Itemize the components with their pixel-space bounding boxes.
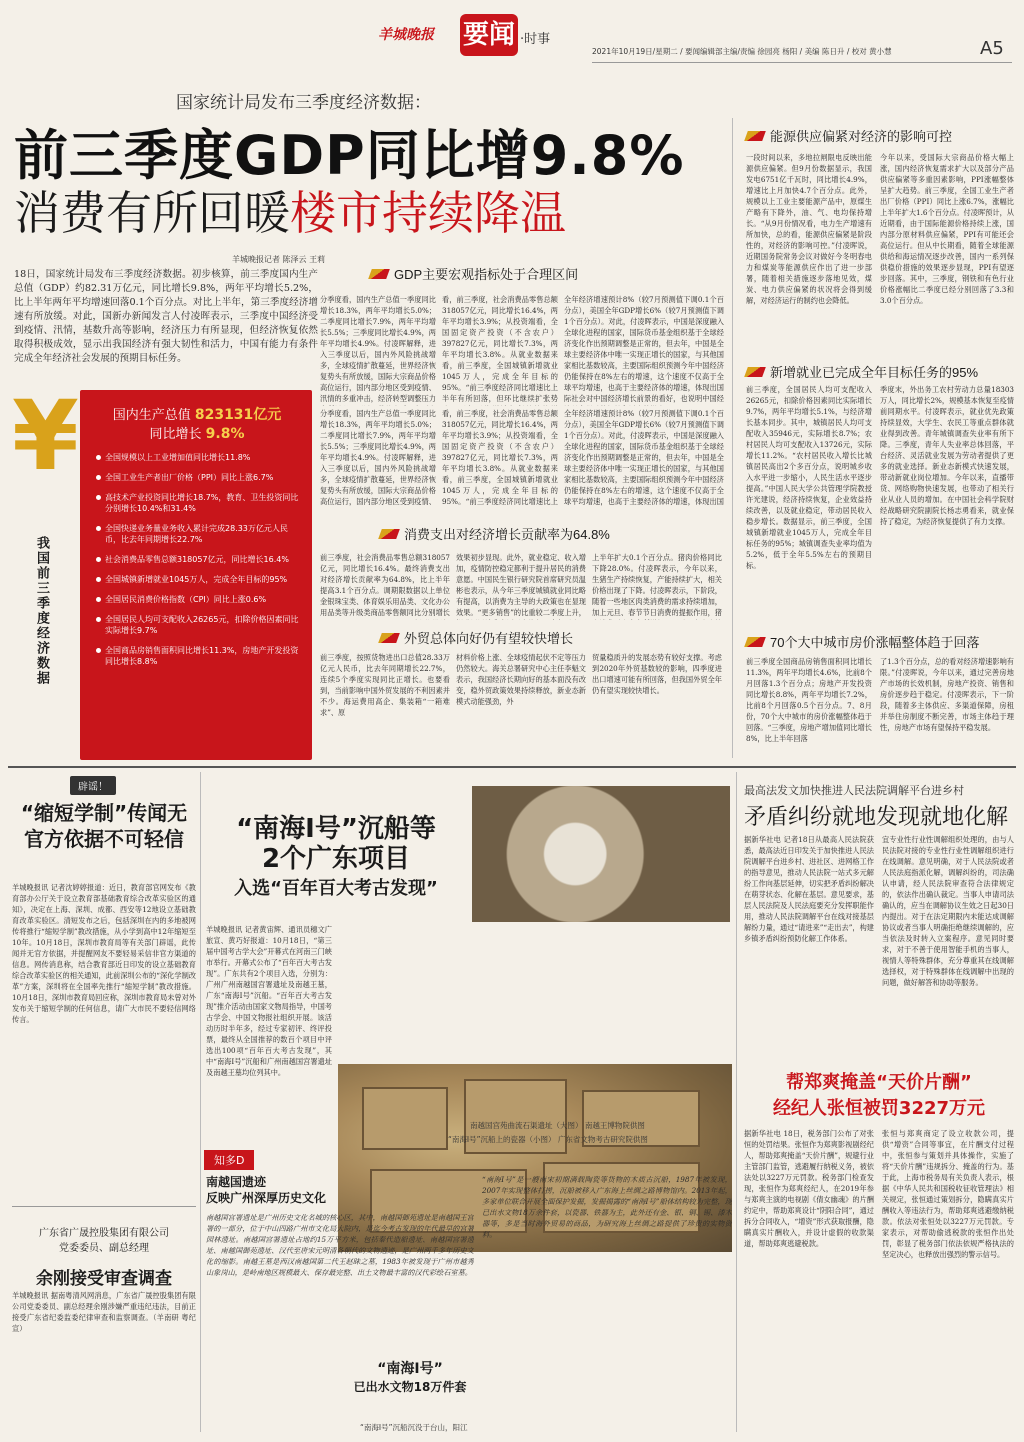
page-meta: 2021年10月19日/星期二 / 要闻编辑部主编/责编 徐园亮 杨阳 / 美编 陈日升 / 校对 黄小慧	[592, 47, 892, 56]
section-marker-icon	[744, 131, 766, 141]
tax-col-1: 据新华社电 18日，税务部门公布了对张恒的处罚结果。张恒作为郑爽影视剧经纪人，帮助郑爽掩盖“天价片酬”，规避行业主管部门监管，逃避履行纳税义务，被依法处以3227万元罚款。税务部门检查发现，张恒作为郑爽经纪人，在2019年参与郑爽主演的电视剧《倩女幽魂》的片酬约定中，帮助郑爽设计“阴阳合同”，通过拆分合同收入，“增资”形式获取报酬，隐瞒真实片酬收入，并设计虚假的收款渠道，帮助郑爽逃避税款。	[744, 1129, 874, 1248]
section-title-consumption: 消费支出对经济增长贡献率为64.8%	[380, 524, 610, 543]
stat-item: 全国居民消费价格指数（CPI）同比上涨0.6%	[96, 594, 302, 605]
energy-col-2: 今年以来，受国际大宗商品价格大幅上涨，国内经济恢复需求扩大以及部分产品供应偏紧等多重因素影响，PPI涨幅整体呈扩大趋势。前三季度，全国工业生产者出厂价格（PPI）同比上涨6.7%，涨幅比上半年扩大1.6个百分点。付凌晖预计，从近期看，由于国际能源价格持续上涨，国内部分原材料供应偏紧，PPI有可能还会高位运行。但从中长期看，随着全球能源供给和海运情况逐步改善，国内一系列保供稳价措施的效果逐步显现，PPI有望逐步回落。其中，三季度，钢铁和有色行业价格涨幅比二季度已经分别回落了3.3和3.0个百分点。	[880, 153, 1014, 305]
section-divider	[8, 766, 1016, 768]
lead-subheadline	[14, 186, 566, 240]
gdp-col-1b: 分季度看，国内生产总值一季度同比增长18.3%，两年平均增长5.0%；二季度同比增长7.9%，两年平均增长5.5%；三季度同比增长4.9%，两年平均增长4.9%。付凌晖解释，进入三季度以后，国内外风险挑战增多，全球疫情扩散蔓延，世界经济恢复势头有所放缓，国际大宗商品价格高位运行，国内部分地区受到疫情、	[320, 409, 436, 506]
vertical-divider	[732, 118, 733, 758]
consumption-col-3: 上半年扩大0.1个百分点。猪肉价格同比下降28.0%。付凌晖表示，今年以来，生猪生产持续恢复，产能持续扩大，相关价格出现了下降。付凌晖表示，下阶段，随着一些地区肉类消费的需求持续增加，加上元旦、春节节日消费的提振作用，猪	[592, 553, 722, 617]
infographic-side-title: 我国前三季度经济数据	[34, 536, 49, 686]
gdp-col-2: 看，前三季度，社会消费品零售总额318057亿元，同比增长16.4%，两年平均增长3.9%；从投资端看，全国固定资产投资（不含农户）397827亿元，同比增长7.3%，两年平均增长3.8%。从就业数据来看，前三季度，全国城镇新增就业1045万人，完成全年目标的95%。“前三季度经济同比增速比上半年有所回落，但环比继续扩张势	[442, 295, 558, 403]
section-marker-icon	[744, 367, 766, 377]
section-marker-icon	[378, 529, 400, 539]
photo-caption-1: 南越国宫苑曲流石渠遗址（大图） 南越王博物院供图	[470, 1121, 645, 1130]
vertical-divider	[200, 772, 201, 1432]
obit-line-1: 广东省广晟控股集团有限公司	[39, 1228, 169, 1239]
housing-col-1: 前三季度全国商品房销售面积同比增长11.3%，两年平均增长4.6%，比前8个月回落1.3个百分点；房地产开发投资同比增长8.8%，两年平均增长7.2%，比前8个月回落0.5个百分点。7、8月份，70个大中城市的房价涨幅整体趋于回落。“三季度，房地产增加值同比增长8%，比上半年回落	[746, 657, 872, 743]
gdp-headline	[92, 406, 302, 444]
tax-title-2: 经纪人张恒被罚3227万元	[772, 1098, 986, 1119]
obit-org	[12, 1226, 196, 1256]
section-marker-icon	[744, 637, 766, 647]
court-col-1: 据新华社电 记者18日从最高人民法院获悉，最高法近日印发关于加快推进人民法院调解平台进乡村、进社区、进网格工作的指导意见，推动人民法院一站式多元解纷工作向基层延伸，切实把矛盾纠纷解决在萌芽状态、化解在基层。意见要求，基层人民法院及人民法庭要充分发挥职能作用，推动人民法院调解平台在线对接基层解纷力量，通过“请进来”“走出去”，构建乡镇矛盾纠纷预防化解工作体系。	[744, 835, 874, 943]
sub2-title-line: “南海Ⅰ号”	[377, 1361, 443, 1377]
stat-item: 全国快递业务量业务收入累计完成28.33万亿元人民币，比去年同期增长22.7%	[96, 523, 302, 545]
stat-item: 全国城镇新增就业1045万人，完成全年目标的95%	[96, 574, 302, 585]
housing-col-2: 了1.3个百分点，总的看对经济增速影响有限。”付凌晖说，今年以来，通过完善房地产市场的长效机制，房地产投资、销售和房价逐步趋于稳定。付凌晖表示，下一阶段，随着多主体供应、多渠道保障，房租并举住房制度不断完善，市场主体趋于理性，房地产市场有望保持平稳发展。	[880, 657, 1014, 732]
page-number: A5	[980, 38, 1004, 59]
subheadline-part-b: 楼市持续降温	[290, 186, 566, 240]
section-title-gdp: GDP主要宏观指标处于合理区间	[370, 264, 578, 283]
energy-col-1: 一段时间以来，多地拉闸限电反映出能源供应偏紧。但9月份数据显示，我国发电6751亿千瓦时，同比增长4.9%，增速比上月加快4.7个百分点。此外，规模以上工业主要能源产品中，原煤生产略有下降外，油、气、电均保持增长。“从9月份情况看，电力生产增速有所加快，总的看，能源供应偏紧是阶段性的，对经济的影响可控。”付凌晖说，近期国务院常务会议对做好今冬明春电力和煤炭等能源供应作出了进一步部署，随着相关措施逐步落地见效，煤炭、电力供应偏紧的状况将会得到缓解，对经济运行的制约也会降低。	[746, 153, 872, 305]
consumption-col-1: 前三季度，社会消费品零售总额318057亿元，同比增长16.4%。最终消费支出对经济增长贡献率为64.8%，比上半年提高3.1个百分点。调期限数据以上单位金银珠宝类、体育娱乐用品类、文化办公用品类等升级类商品零售额同比分别增长	[320, 553, 450, 617]
sub1-subtitle: 反映广州深厚历史文化	[206, 1191, 327, 1205]
section-title-housing: 70个大中城市房价涨幅整体趋于回落	[746, 632, 979, 651]
nanhai-title-3: 入选“百年百大考古发现”	[234, 878, 438, 899]
nanhai-title	[206, 814, 466, 904]
yuan-symbol-icon: ¥	[12, 380, 79, 492]
infographic	[12, 380, 312, 766]
gdp-value: 823131亿元	[194, 407, 282, 423]
lead-headline: 前三季度GDP同比增9.8%	[14, 124, 685, 187]
employment-col-1: 前三季度，全国居民人均可支配收入26265元，扣除价格因素同比实际增长9.7%，两年平均增长5.1%，与经济增长基本同步。其中，城镇居民人均可支配收入35946元，实际增长8.7%；农村居民人均可支配收入13726元，实际增长11.2%。“农村居民收入增长比城镇居民高出2个多百分点，说明城乡收入水平进一步缩小，人民生活水平逐步提高。”中国人民大学公共管理学院教授许光建说，经济持续恢复，企业效益持续改善，以及就业稳定，带动居民收入稳步增长。数据显示，前三季度，全国城镇新增就业1045万人，完成全年目标任务的95%；城镇调查失业率均值为5.2%，低于全年5.5%左右的预期目标。	[746, 385, 872, 570]
newspaper-logo: 羊城晚报	[378, 27, 434, 43]
photo-caption-2: “南海Ⅰ号”沉船上的瓷器（小图） 广东省文物考古研究院供图	[448, 1135, 648, 1144]
tax-title-1: 帮郑爽掩盖“天价片酬”	[786, 1072, 972, 1093]
trade-col-2: 材料价格上涨、全球疫情起伏不定等压力仍然较大。海关总署研究中心主任李魁文表示，我国经济长期向好的基本面没有改变，稳外贸政策效果持续释放，新业态新模式动能强劲，外	[456, 653, 586, 706]
gdp-col-3: 全年经济增速预计8%（较7月预测值下调0.1个百分点），美国全年GDP增长6%（较7月预测值下调1个百分点）。对此，付凌晖表示，中国是深度融入全球化进程的国家，国际货币基金组织基于全球经济变化作出预期调整是正常的，但去年，中国是全球主要经济体中唯一实现正增长的国家，与其他国家相比基数较高，主要国际组织预测今年中国经济仍能保持在8%左右的增速，这个速度不仅高于全球平均增速，也高于主要经济体的增速，体现出国际社会对中国经济增长前景的看好，也说明中国经	[564, 295, 724, 403]
stat-item: 高技术产业投资同比增长18.7%，教育、卫生投资同比分别增长10.4%和31.4%	[96, 492, 302, 514]
stat-list	[96, 452, 302, 676]
lead-byline: 羊城晚报记者 陈泽云 王莉	[232, 255, 326, 264]
rumor-body: 羊城晚报讯 记者沈婷婷报道：近日，教育部官网发布《教育部办公厅关于设立教育部基础教育综合改革实验区的通知》，决定在上海、深圳、成都、西安等12地设立基础教育改革实验区。清短发布之后，包括深圳在内的多地被网传将推行“缩短学制”教改措施，从小学到高中12年缩短至10年。10月18日，深圳市教育局等有关部门辟谣，此传闻并无官方依据，并提醒网友不要轻易采信非官方渠道的信息。网传消息称，结合教育部近日印发的设立基础教育综合改革实验区的相关通知，此前深圳公布的“深化学制改革”方案，深圳将在全国率先推行“缩短学制”教改措施。10月18日，深圳市教育局回应称，深圳市教育局未曾对外发布关于缩短学制的任何信息，请广大市民不要轻信网络传言。	[12, 883, 196, 1024]
court-kicker: 最高法发文加快推进人民法院调解平台进乡村	[744, 784, 964, 797]
gdp-col-3b: 全年经济增速预计8%（较7月预测值下调0.1个百分点），美国全年GDP增长6%（较7月预测值下调1个百分点）。对此，付凌晖表示，中国是深度融入全球化进程的国家，国际货币基金组织基于全球经济变化作出预期调整是正常的，但去年，中国是全球主要经济体中唯一实现正增长的国家，与其他国家相比基数较高，主要国际组织预测今年中国经济仍能保持在8%左右的增速，这个速度不仅高于全球平均增速，也高于主要经济体的增速，体现出国	[564, 409, 724, 506]
rumor-title: “缩短学制”传闻无官方依据不可轻信	[20, 801, 188, 851]
vertical-divider	[736, 772, 737, 1432]
obit-body: 羊城晚报讯 据南粤清风网消息，广东省广晟控股集团有限公司党委委员、副总经理余刚涉嫌严重违纪违法，目前正接受广东省纪委监委纪律审查和监察调查。（羊南研 粤纪宣）	[12, 1291, 196, 1333]
shipwreck-caption: “南海Ⅰ号”沉船沉没于台山，阳江	[360, 1423, 468, 1432]
court-col-2: 宜专业性行业性调解组织处理的，由与人民法院对接的专业性行业性调解组织进行在线调解。意见明确，对于人民法院或者人民法庭指派化解，调解纠纷的，司法确认申请，经人民法院审查符合法律规定的，依法作出确认裁定。当事人申请司法确认的，应当在调解协议生效之日起30日内提出。对于在法定期限内未能达成调解协议或者当事人明确拒绝继续调解的，应当依法及时转入立案程序。意见同时要求，对于不善于使用智能手机的当事人，视情人等特殊群体，充分尊重其在线调解选择权，对于特殊群体在线调解中出现的问题，做好解答和协助等服务。	[882, 835, 1014, 987]
lead-kicker: 国家统计局发布三季度经济数据：	[176, 93, 431, 113]
consumption-col-2: 效果初步显现。此外，就业稳定、收入增加，疫情防控稳定都利于提升居民的消费意愿。中国民生银行研究院首席研究员温彬也表示，从今年三季度城镇就业同比略有提高，以消费为主导的大政策也在显现效果。“更多销售”的比重较二季度上升，	[456, 553, 586, 617]
more-tag: 知多D	[204, 1150, 254, 1170]
obit-headline: 余刚接受审查调查	[36, 1269, 172, 1289]
gdp-col-2b: 看，前三季度，社会消费品零售总额318057亿元，同比增长16.4%，两年平均增长3.9%；从投资端看，全国固定资产投资（不含农户）397827亿元，同比增长7.3%，两年平均增长3.8%。从就业数据来看，前三季度，全国城镇新增就业1045万人，完成全年目标的95%。“前三季度经济同比增速比上	[442, 409, 558, 506]
tax-title	[744, 1070, 1014, 1122]
gdp-continued	[320, 408, 724, 508]
sub1-title-line: 南越国遗迹	[206, 1175, 267, 1189]
masthead	[0, 0, 1024, 72]
masthead-rule	[592, 62, 1012, 63]
subheadline-part-a: 消费有所回暖	[14, 186, 290, 240]
section-title-trade: 外贸总体向好仍有望较快增长	[380, 628, 573, 647]
stat-item: 全国商品房销售面积同比增长11.3%，房地产开发投资同比增长8.8%	[96, 645, 302, 667]
nanhai-body: 羊城晚报讯 记者黄宙辉、通讯员穗文广旅宣、黄巧好报道：10月18日，“第三届中国考古学大会”开幕式在河南三门峡市举行。开幕式公布了“百年百大考古发现”。广东共有2个项目入选，分别为：广州广州南越国宫署遗址及南越王墓，广东“南海Ⅰ号”沉船。“百年百大考古发现”推介活动由国家文物局指导，中国考古学会、中国文物报社组织开展。该活动历时半年多，经过专家初评、终评投票，最终从全国推荐的数百个项目中评选出100项“百年百大考古发现”，其中“南海Ⅰ号”沉船和广州南越国宫署遗址及南越王墓均位列其中。	[206, 925, 332, 1077]
court-title: 矛盾纠纷就地发现就地化解	[744, 805, 1009, 830]
sub2-subtitle: 已出水文物18万件套	[353, 1380, 467, 1394]
gdp-label: 国内生产总值	[112, 408, 191, 423]
stat-item: 全国规模以上工业增加值同比增长11.8%	[96, 452, 302, 463]
nanhai-title-1: “南海Ⅰ号”沉船等	[236, 814, 436, 844]
sub1-body: 南越国宫署遗址是广州历史文化名城的核心区，其中，南越国御苑遗址是南越国王宫署的一部分，位于中山四路广州市文化局大院内，是迄今考古发现的年代最早的宫署园林遗址。南越国宫署遗址占地约15万平方米，包括秦代造船遗址、南越国宫署遗址、南越国御苑遗址、汉代至唐宋元明清各朝代的文物遗迹，是广州两千多年历史文化的缩影。南越王墓是西汉南越国第二代王赵眛之墓，1983年被发现于广州市越秀山象岗山，是岭南地区规模最大、保存最完整、出土文物最丰富的汉代彩绘石室墓。	[206, 1213, 474, 1277]
sub1-title	[206, 1174, 326, 1206]
rumor-rule	[12, 1206, 196, 1207]
stat-item: 全国工业生产者出厂价格（PPI）同比上涨6.7%	[96, 472, 302, 483]
rumor-tag: 辟谣！	[70, 776, 116, 795]
stat-item: 全国居民人均可支配收入26265元，扣除价格因素同比实际增长9.7%	[96, 614, 302, 636]
subsection-label: ·时事	[520, 32, 551, 47]
obit-line-2: 党委委员、副总经理	[59, 1243, 149, 1254]
employment-col-2: 季度末，外出务工农村劳动力总量18303万人，同比增长2%，规模基本恢复至疫情前同期水平。付凌晖表示，就业优先政策持续显效，大学生、农民工等重点群体就业得到改善。青年城镇调查失业率有所下降。三季度，青年人失业率总体回落，平台经济、灵活就业发展为劳动者提供了更多的就业选择。新业态新模式快速发展，带动新就业岗位增加。今年以来，直播带货、网络购物快速发展，也带动了相关行业从业人员的增加。在中国社会科学院财经战略研究院副院长杨志勇看来，就业保持了稳定，为经济恢复提供了有力支撑。	[880, 385, 1014, 526]
stat-item: 社会消费品零售总额318057亿元，同比增长16.4%	[96, 554, 302, 565]
nanhai-title-2: 2个广东项目	[261, 844, 411, 874]
growth-label: 同比增长	[149, 427, 202, 442]
lead-intro: 18日，国家统计局发布三季度经济数据。初步核算，前三季度国内生产总值（GDP）约82.31万亿元，同比增长9.8%，两年平均增长5.2%，比上半年两年平均增速回落0.1个百分点。对比上半年，第三季度经济增速有所放缓。对此，国新办新闻发言人付凌晖表示，三季度中国经济受到疫情、汛情，基数升高等影响，经济压力有所显现，但经济恢复依然取得积极成效，显示出我国经济有强大韧性和活力，中国有能力有条件完成全年经济社会发展的预期目标任务。	[14, 269, 318, 364]
sub2-body-a: “南海Ⅰ号”是一艘南宋初期满载陶瓷等货物的木质古沉船，1987年被发现，2007年实现整体打捞，沉船被移入广东海上丝绸之路博物馆内。2013年起，多家单位联合开展全面保护发掘，发掘揭露的“南海Ⅰ号”船体结构较为完整，现已出水文物18万余件套，以瓷器、铁器为主，此外还有金、银、铜、锡、漆木器等，多是当时海外贸易的商品，为研究海上丝绸之路提供了珍贵的实物资料。	[482, 1175, 732, 1239]
section-marker-icon	[378, 633, 400, 643]
trade-col-1: 前三季度，按照货物进出口总值28.33万亿元人民币，比去年同期增长22.7%，连续5个季度实现同比正增长。也要看到，当前影响中国外贸发展的不利因素并不少。海运费用高企、集装箱“一箱难求”、原	[320, 653, 450, 717]
sub2-title	[340, 1360, 480, 1396]
section-title-energy: 能源供应偏紧对经济的影响可控	[746, 126, 952, 145]
ceramics-photo	[472, 786, 730, 922]
section-badge: 要闻	[460, 14, 518, 56]
tax-col-2: 张恒与郑爽商定了设立收款公司，提供“增资”合同等事宜，在片酬支付过程中，张恒参与策划并具体操作，实施了将“天价片酬”违规拆分、掩盖的行为。基于此，上海市税务局有关负责人表示，根据《中华人民共和国税收征收管理法》相关规定，张恒通过策划拆分，隐瞒真实片酬收入等违法行为，帮助郑爽逃避缴纳税款。依法对张恒处以3227万元罚款。专家表示，对帮助偷逃税款的张恒作出处罚，彰显了税务部门依法依规严格执法的坚定决心，也释放出强烈的警示信号。	[882, 1129, 1014, 1259]
section-marker-icon	[368, 269, 390, 279]
section-title-employment: 新增就业已完成全年目标任务的95%	[746, 362, 978, 381]
trade-col-3: 贸量稳质升的发展态势有较好支撑。考虑到2020年外贸基数较的影响，四季度进出口增速可能有所回落，但我国外贸全年仍有望实现较快增长。	[592, 653, 722, 695]
gdp-col-1: 分季度看，国内生产总值一季度同比增长18.3%，两年平均增长5.0%；二季度同比增长7.9%，两年平均增长5.5%；三季度同比增长4.9%，两年平均增长4.9%。付凌晖解释，进入三季度以后，国内外风险挑战增多，全球疫情扩散蔓延，世界经济恢复势头有所放缓，国际大宗商品价格高位运行，国内部分地区受到疫情、汛情的多重冲击，经济转型调整压力	[320, 295, 436, 403]
growth-value: 9.8%	[205, 426, 245, 442]
